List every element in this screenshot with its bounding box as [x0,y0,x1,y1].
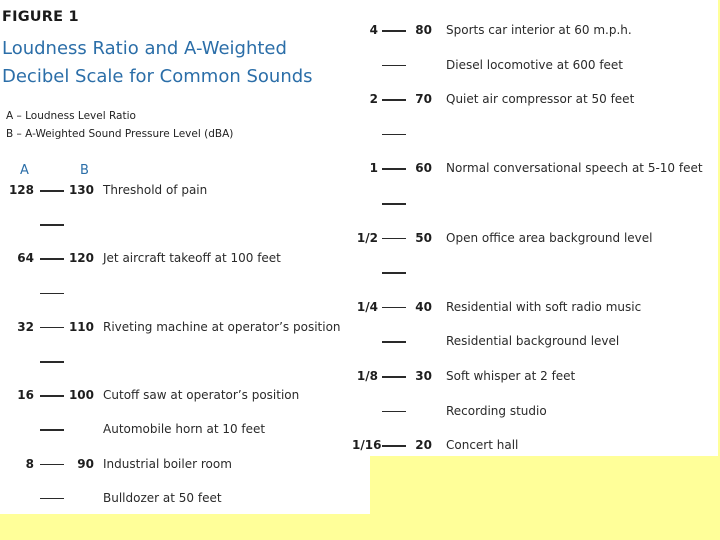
sound-description: Diesel locomotive at 600 feet [446,57,624,72]
scale-row [350,22,710,38]
scale-row [350,437,710,453]
scale-tick [40,258,64,260]
scale-row [350,91,710,107]
column-header-a: A [20,163,29,178]
loudness-ratio: 2 [369,92,378,107]
scale-tick [40,293,64,295]
dba-level: 50 [415,230,432,245]
figure-panel-right [350,0,718,456]
scale-row [0,216,360,232]
scale-tick [382,203,406,205]
scale-row [350,368,710,384]
loudness-ratio: 128 [8,183,34,197]
sound-description: Soft whisper at 2 feet [446,369,576,383]
scale-tick [40,190,64,192]
sound-description: Sports car interior at 60 m.p.h. [446,23,632,37]
scale-tick [382,65,406,67]
scale-row [350,333,710,349]
scale-row [0,285,360,301]
sound-description: Normal conversational speech at 5-10 feet [446,161,703,176]
sound-description: Riveting machine at operator’s position [103,319,341,334]
dba-level: 70 [415,92,432,107]
scale-tick [40,498,64,500]
sound-description: Open office area background level [446,230,653,245]
sound-description: Residential with soft radio music [446,299,642,314]
loudness-ratio: 1/2 [356,230,378,245]
scale-tick [382,168,406,170]
loudness-ratio: 1/16 [352,438,382,453]
scale-row [0,353,360,369]
legend-b: B – A-Weighted Sound Pressure Level (dBA) [6,128,234,140]
scale-row [0,421,360,437]
scale-row [0,456,360,472]
loudness-ratio: 1 [369,161,378,176]
dba-level: 100 [68,388,94,403]
figure-title-line-1: Loudness Ratio and A-Weighted [2,38,287,59]
sound-description: Threshold of pain [103,183,208,197]
sound-description: Industrial boiler room [103,456,232,471]
scale-row [350,403,710,419]
loudness-ratio: 4 [369,23,378,37]
figure-label: FIGURE 1 [2,9,79,25]
dba-level: 130 [68,183,94,197]
sound-description: Bulldozer at 50 feet [103,490,222,505]
loudness-ratio: 1/8 [356,369,378,383]
scale-row [350,299,710,315]
sound-description: Jet aircraft takeoff at 100 feet [103,251,281,266]
dba-level: 30 [415,369,432,383]
scale-tick [382,307,406,309]
scale-tick [382,99,406,101]
dba-level: 120 [68,251,94,266]
scale-row [0,387,360,403]
sound-description: Automobile horn at 10 feet [103,422,266,437]
dba-level: 110 [68,319,94,334]
scale-row [350,195,710,211]
sound-description: Recording studio [446,403,547,418]
loudness-ratio: 1/4 [356,299,378,314]
sound-description: Concert hall [446,438,519,453]
sound-description: Cutoff saw at operator’s position [103,388,300,403]
dba-level: 20 [415,438,432,453]
scale-tick [40,395,64,397]
scale-tick [382,411,406,413]
scale-tick [40,464,64,466]
scale-tick [382,445,406,447]
scale-row [350,57,710,73]
scale-tick [40,327,64,329]
scale-tick [40,224,64,226]
loudness-ratio: 64 [17,251,34,266]
column-header-b: B [80,163,89,178]
dba-level: 60 [415,161,432,176]
figure-panel-left [0,0,370,514]
scale-tick [382,134,406,136]
loudness-ratio: 32 [17,319,34,334]
scale-row [350,126,710,142]
scale-tick [40,429,64,431]
scale-row [350,264,710,280]
sound-description: Quiet air compressor at 50 feet [446,92,635,107]
legend-a: A – Loudness Level Ratio [6,110,136,122]
loudness-ratio: 16 [17,388,34,403]
scale-tick [382,341,406,343]
scale-row [350,230,710,246]
sound-description: Residential background level [446,334,620,349]
scale-tick [382,376,406,378]
scale-tick [40,361,64,363]
scale-row [350,160,710,176]
dba-level: 90 [77,456,94,471]
figure-title-line-2: Decibel Scale for Common Sounds [2,66,313,87]
dba-level: 80 [415,23,432,37]
scale-row [0,182,360,198]
scale-tick [382,30,406,32]
loudness-ratio: 8 [25,456,34,471]
scale-row [0,250,360,266]
scale-tick [382,272,406,274]
dba-level: 40 [415,299,432,314]
scale-row [0,490,360,506]
scale-row [0,319,360,335]
scale-tick [382,238,406,240]
